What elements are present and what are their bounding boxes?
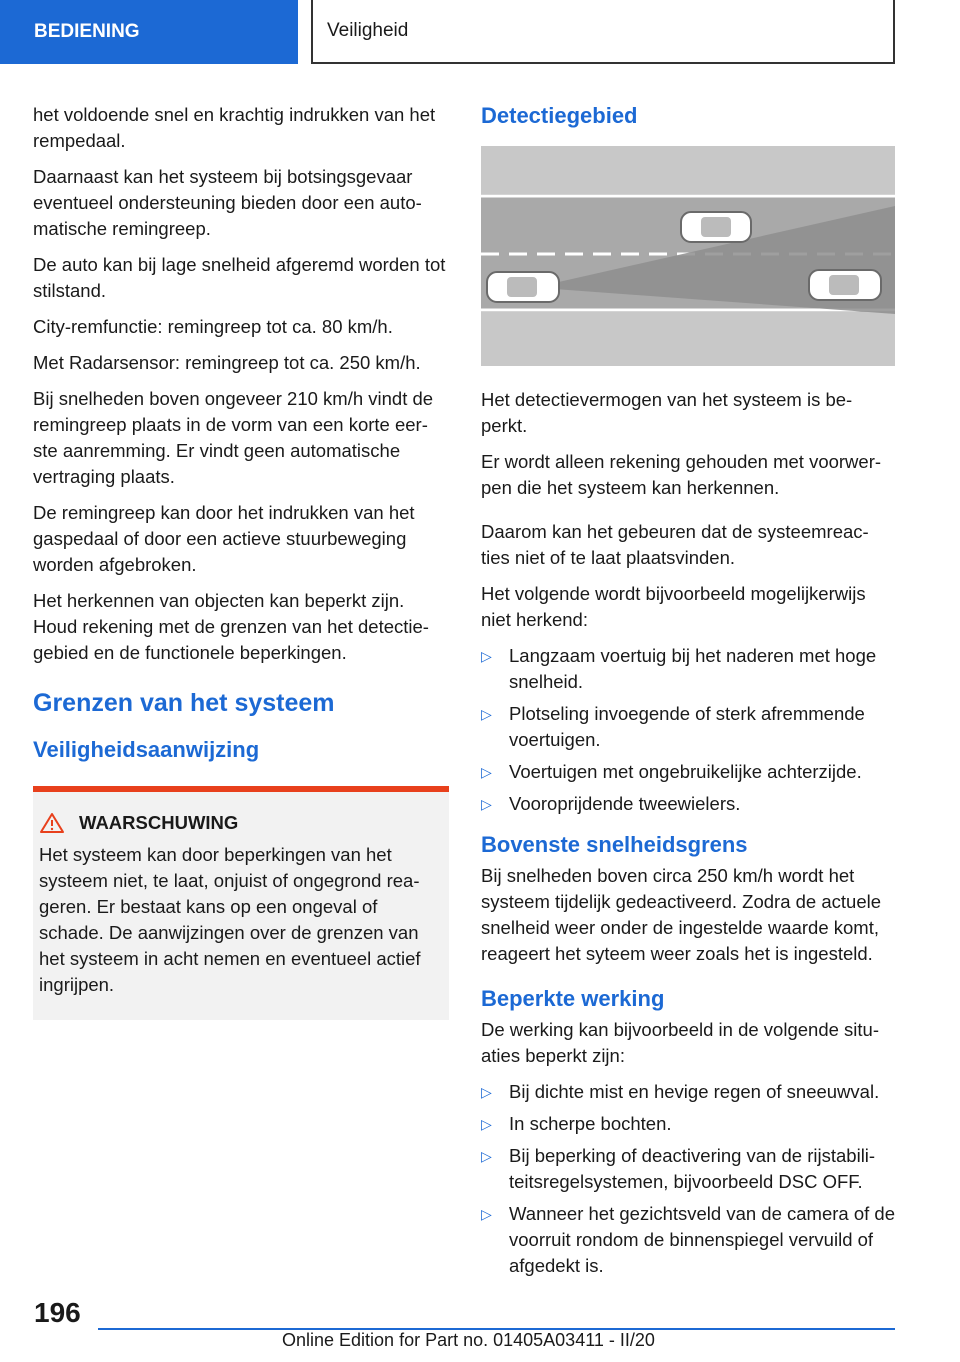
triangle-bullet-icon: ▷: [481, 648, 492, 664]
paragraph: Het volgende wordt bijvoorbeeld mogelijkerwijs niet herkend:: [481, 583, 866, 630]
list-item: ▷ Bij dichte mist en hevige regen of sneeuwval.: [481, 1079, 895, 1105]
warning-triangle-icon: [39, 812, 65, 834]
list-item: ▷ In scherpe bochten.: [481, 1111, 895, 1137]
paragraph: De auto kan bij lage snelheid afgeremd worden tot stilstand.: [33, 254, 446, 301]
paragraph: City-remfunctie: remingreep tot ca. 80 km/h.: [33, 316, 393, 337]
limited-list: [481, 1079, 895, 1279]
page-header: [0, 0, 960, 66]
list-item: ▷ Plotseling invoegende of sterk afremmende voertuigen.: [481, 703, 865, 750]
heading-limited-operation: Beperkte werking: [481, 986, 665, 1011]
triangle-bullet-icon: ▷: [481, 796, 492, 812]
triangle-bullet-icon: ▷: [481, 1148, 492, 1164]
car-ego-icon: [487, 272, 559, 302]
section-tab: BEDIENING: [0, 0, 298, 64]
warning-box: [33, 786, 449, 1020]
left-column: [33, 102, 449, 1020]
paragraph: Met Radarsensor: remingreep tot ca. 250 km/h.: [33, 352, 421, 373]
warning-title: WAARSCHUWING: [79, 812, 239, 833]
list-item: ▷ Bij beperking of deactivering van de rijstabili‐teitsregelsystemen, bijvoorbeeld DSC OFF.: [481, 1145, 876, 1192]
chapter-tab: Veiligheid: [311, 0, 895, 64]
edition-footer: Online Edition for Part no. 01405A03411 - II/20: [282, 1330, 655, 1350]
warning-header: [39, 810, 437, 836]
triangle-bullet-icon: ▷: [481, 1084, 492, 1100]
list-item: ▷ Wanneer het gezichtsveld van de camera of de voorruit rondom de binnenspiegel vervuild of afgedekt is.: [481, 1203, 895, 1276]
paragraph: Er wordt alleen rekening gehouden met voorwer‐pen die het systeem kan herkennen.: [481, 451, 882, 498]
car-front-left-icon: [681, 212, 751, 242]
paragraph: Het herkennen van objecten kan beperkt zijn. Houd rekening met de grenzen van het detectie‐gebied en de functionele beperkingen.: [33, 590, 429, 663]
paragraph: Bij snelheden boven circa 250 km/h wordt het systeem tijdelijk gedeactiveerd. Zodra de actuele snelheid weer onder de ingestelde waarde komt, reageert het syteem weer zoals het is ingesteld.: [481, 865, 882, 964]
paragraph: Daarom kan het gebeuren dat de systeemreac‐ties niet of te laat plaatsvinden.: [481, 521, 869, 568]
page-number: 196: [34, 1297, 81, 1328]
paragraph: het voldoende snel en krachtig indrukken van het rempedaal.: [33, 104, 436, 151]
heading-system-limits: Grenzen van het systeem: [33, 689, 335, 717]
warning-text: Het systeem kan door beperkingen van het systeem niet, te laat, onjuist of ongegrond rea‐geren. Er bestaat kans op een ongeval of schade. De aanwijzingen over de grenzen van het systeem in acht nemen en eventueel actief ingrijpen.: [39, 844, 421, 995]
list-item: ▷ Langzaam voertuig bij het naderen met hoge snelheid.: [481, 645, 877, 692]
car-front-icon: [809, 270, 881, 300]
heading-safety-note: Veiligheidsaanwijzing: [33, 737, 260, 762]
paragraph: De werking kan bijvoorbeeld in de volgende situ‐aties beperkt zijn:: [481, 1019, 879, 1066]
right-column: [481, 102, 895, 1289]
paragraph: De remingreep kan door het indrukken van het gaspedaal of door een actieve stuurbeweging worden afgebroken.: [33, 502, 415, 575]
undetected-list: [481, 643, 895, 817]
detection-area-illustration: [481, 146, 895, 366]
heading-detection-area: Detectiegebied: [481, 103, 638, 128]
paragraph: Bij snelheden boven ongeveer 210 km/h vindt de remingreep plaats in de vorm van een korte eer‐ste aanremming. Er vindt geen automatische vertraging plaats.: [33, 388, 434, 487]
heading-upper-speed-limit: Bovenste snelheidsgrens: [481, 832, 748, 857]
triangle-bullet-icon: ▷: [481, 1116, 492, 1132]
list-item: ▷ Voertuigen met ongebruikelijke achterzijde.: [481, 759, 895, 785]
list-item: ▷ Vooroprijdende tweewielers.: [481, 791, 895, 817]
paragraph: Daarnaast kan het systeem bij botsingsgevaar eventueel ondersteuning bieden door een auto‐matische remingreep.: [33, 166, 422, 239]
triangle-bullet-icon: ▷: [481, 1206, 492, 1222]
triangle-bullet-icon: ▷: [481, 764, 492, 780]
triangle-bullet-icon: ▷: [481, 706, 492, 722]
paragraph: Het detectievermogen van het systeem is be‐perkt.: [481, 389, 853, 436]
